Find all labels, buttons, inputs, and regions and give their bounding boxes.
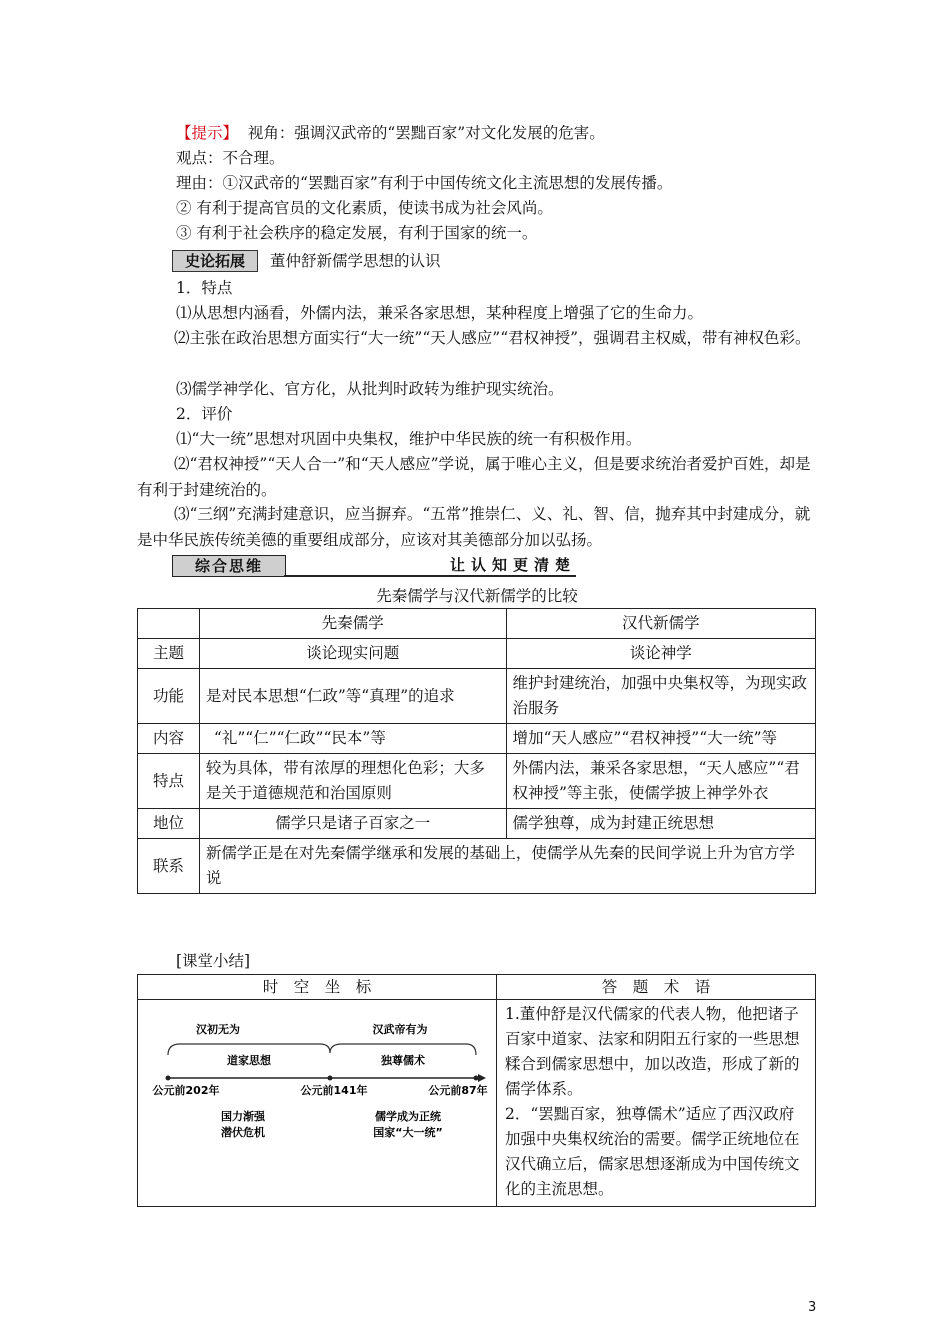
timeline-note: 儒学成为正统 bbox=[375, 1110, 441, 1123]
hint-reason-2: ② 有利于提高官员的文化素质，使读书成为社会风尚。 bbox=[176, 199, 553, 217]
extension-eval-2: ⑵“君权神授”“天人合一”和“天人感应”学说，属于唯心主义，但是要求统治者爱护百姓，却是有利于封建统治的。 bbox=[137, 455, 811, 499]
hint-reason-1: 理由：①汉武帝的“罢黜百家”有利于中国传统文化主流思想的发展传播。 bbox=[176, 174, 673, 192]
summary-row bbox=[138, 1000, 816, 1207]
table-row bbox=[138, 809, 816, 839]
term-2: 2．“罢黜百家，独尊儒术”适应了西汉政府加强中央集权统治的需要。儒学正统地位在汉代确立后，儒家思想逐渐成为中国传统文化的主流思想。 bbox=[505, 1105, 800, 1198]
row-label: 功能 bbox=[138, 669, 200, 724]
row-label: 联系 bbox=[138, 839, 200, 894]
terms-cell bbox=[497, 1000, 816, 1207]
timeline-diagram bbox=[138, 1000, 496, 1198]
table-corner bbox=[138, 609, 200, 639]
timeline-note: 潜伏危机 bbox=[221, 1126, 265, 1139]
timeline-dot bbox=[328, 1076, 333, 1081]
comparison-table bbox=[137, 608, 816, 894]
hint-tag: 【提示】 bbox=[176, 124, 239, 142]
timeline-label: 汉武帝有为 bbox=[372, 1023, 428, 1036]
hint-view: 观点：不合理。 bbox=[176, 149, 285, 167]
table-cell: 外儒内法，兼采各家思想，“天人感应”“君权神授”等主张，使儒学披上神学外衣 bbox=[506, 754, 816, 809]
row-label: 主题 bbox=[138, 639, 200, 669]
timeline-date: 公元前87年 bbox=[428, 1084, 488, 1097]
extension-point-2: ⑵主张在政治思想方面实行“大一统”“天人感应”“君权神授”，强调君主权威，带有神权色彩。 bbox=[174, 329, 811, 347]
extension-heading-1: 1．特点 bbox=[176, 279, 233, 297]
table-col-header: 汉代新儒学 bbox=[506, 609, 816, 639]
timeline-arrow bbox=[478, 1074, 486, 1082]
synthesis-slogan: 让认知更清楚 bbox=[449, 556, 576, 574]
hint-angle: 视角：强调汉武帝的“罢黜百家”对文化发展的危害。 bbox=[247, 124, 605, 142]
table-row bbox=[138, 839, 816, 894]
table-cell: 维护封建统治，加强中央集权等，为现实政治服务 bbox=[506, 669, 816, 724]
table-row bbox=[138, 754, 816, 809]
extension-point-3: ⑶儒学神学化、官方化，从批判时政转为维护现实统治。 bbox=[176, 380, 564, 398]
table-cell: “礼”“仁”“仁政”“民本”等 bbox=[199, 724, 506, 754]
table-row bbox=[138, 669, 816, 724]
hint-first-line bbox=[176, 122, 605, 144]
row-label: 地位 bbox=[138, 809, 200, 839]
table-cell: 新儒学正是在对先秦儒学继承和发展的基础上，使儒学从先秦的民间学说上升为官方学说 bbox=[199, 839, 815, 894]
hint-reason-3: ③ 有利于社会秩序的稳定发展，有利于国家的统一。 bbox=[176, 224, 538, 242]
table-cell: 增加“天人感应”“君权神授”“大一统”等 bbox=[506, 724, 816, 754]
extension-title: 董仲舒新儒学思想的认识 bbox=[270, 252, 441, 270]
table-cell: 是对民本思想“仁政”等“真理”的追求 bbox=[199, 669, 506, 724]
extension-point-1: ⑴从思想内涵看，外儒内法，兼采各家思想，某种程度上增强了它的生命力。 bbox=[176, 304, 704, 322]
timeline-dot bbox=[166, 1076, 171, 1081]
banner-rule bbox=[284, 575, 576, 577]
table-header-row bbox=[138, 609, 816, 639]
timeline-label: 汉初无为 bbox=[196, 1023, 240, 1036]
table-row bbox=[138, 639, 816, 669]
extension-eval-1: ⑴“大一统”思想对巩固中央集权，维护中华民族的统一有积极作用。 bbox=[176, 430, 642, 448]
summary-header-row bbox=[138, 975, 816, 1000]
table-cell: 较为具体，带有浓厚的理想化色彩；大多是关于道德规范和治国原则 bbox=[199, 754, 506, 809]
timeline-dot bbox=[474, 1076, 479, 1081]
timeline-note: 国力渐强 bbox=[221, 1110, 265, 1123]
row-label: 内容 bbox=[138, 724, 200, 754]
timeline-label: 独尊儒术 bbox=[381, 1054, 425, 1067]
summary-col-header: 答 题 术 语 bbox=[497, 975, 816, 1000]
term-1: 1.董仲舒是汉代儒家的代表人物，他把诸子百家中道家、法家和阴阳五行家的一些思想糅合到儒家思想中，加以改造，形成了新的儒学体系。 bbox=[505, 1005, 800, 1098]
table-caption: 先秦儒学与汉代新儒学的比较 bbox=[376, 587, 578, 605]
summary-table bbox=[137, 974, 816, 1207]
table-cell: 儒学只是诸子百家之一 bbox=[199, 809, 506, 839]
summary-col-header: 时 空 坐 标 bbox=[138, 975, 497, 1000]
table-cell: 谈论现实问题 bbox=[199, 639, 506, 669]
summary-tag: [课堂小结] bbox=[176, 952, 251, 970]
table-row bbox=[138, 724, 816, 754]
extension-eval-3: ⑶“三纲”充满封建意识，应当摒弃。“五常”推崇仁、义、礼、智、信，抛弃其中封建成分，就是中华民族传统美德的重要组成部分，应该对其美德部分加以弘扬。 bbox=[137, 505, 811, 549]
timeline-date: 公元前202年 bbox=[152, 1084, 220, 1097]
timeline-note: 国家“大一统” bbox=[373, 1126, 443, 1139]
extension-heading-2: 2．评价 bbox=[176, 405, 233, 423]
synthesis-tag: 综合思维 bbox=[172, 555, 286, 577]
timeline-cell bbox=[138, 1000, 497, 1207]
table-cell: 儒学独尊，成为封建正统思想 bbox=[506, 809, 816, 839]
table-cell: 谈论神学 bbox=[506, 639, 816, 669]
synthesis-banner bbox=[172, 555, 576, 577]
timeline-date: 公元前141年 bbox=[300, 1084, 368, 1097]
page-number: 3 bbox=[808, 1300, 817, 1315]
table-col-header: 先秦儒学 bbox=[199, 609, 506, 639]
extension-tag: 史论拓展 bbox=[172, 250, 258, 272]
row-label: 特点 bbox=[138, 754, 200, 809]
timeline-label: 道家思想 bbox=[227, 1054, 271, 1067]
